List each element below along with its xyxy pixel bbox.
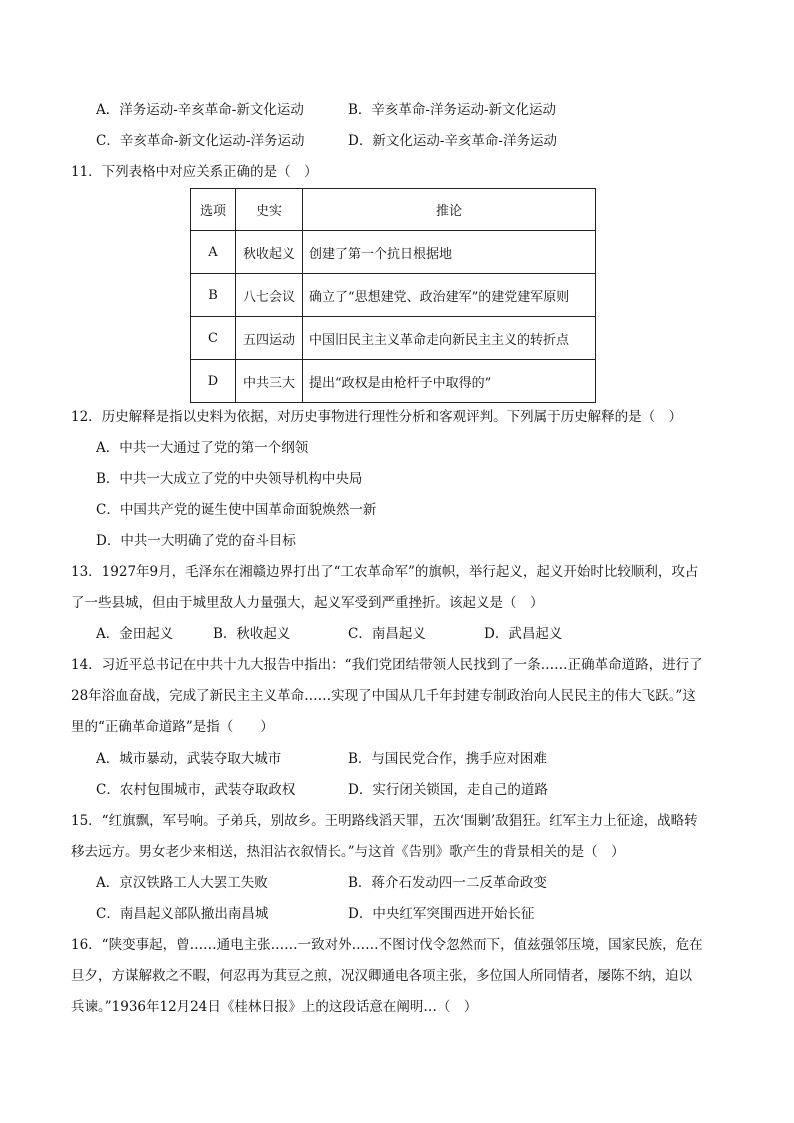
q15-option-d: D．中央红军突围西进开始长征 <box>348 906 535 922</box>
q14-stem-line-2: 28年浴血奋战，完成了新民主主义革命……实现了中国从几千年封建专制政治向人民民主的伟大飞跃。”这 <box>71 688 696 704</box>
q10-option-b: B．辛亥革命-洋务运动-新文化运动 <box>348 102 557 118</box>
q12-stem: 12．历史解释是指以史料为依据，对历史事物进行理性分析和客观评判。下列属于历史解释的是（ ） <box>71 409 683 425</box>
q16-stem-line-1: 16．“陕变事起，曾……通电主张……一致对外……不图讨伐令忽然而下，值兹强邻压境，国家民族，危在 <box>71 937 703 953</box>
table-row <box>191 360 596 403</box>
q11-table <box>190 188 596 403</box>
q13-option-a: A．金田起义 <box>96 626 174 642</box>
q16-stem-line-2: 旦夕，方谋解救之不暇，何忍再为萁豆之煎，况汉卿通电各项主张，多位国人所同情者，屡陈不纳，迫以 <box>71 968 692 984</box>
q14-option-c: C．农村包围城市，武装夺取政权 <box>96 782 296 798</box>
table-row <box>191 231 596 274</box>
table-cell: 中国旧民主主义革命走向新民主主义的转折点 <box>303 317 596 360</box>
table-cell: 五四运动 <box>236 317 303 360</box>
q13-stem-line-1: 13．1927年9月，毛泽东在湘赣边界打出了“工农革命军”的旗帜，举行起义，起义开始时比较顺利，攻占 <box>71 564 699 580</box>
q13-option-c: C．南昌起义 <box>348 626 426 642</box>
q10-option-c: C．辛亥革命-新文化运动-洋务运动 <box>96 133 305 149</box>
q15-option-c: C．南昌起义部队撤出南昌城 <box>96 906 269 922</box>
table-cell: 创建了第一个抗日根据地 <box>303 231 596 274</box>
table-row <box>191 274 596 317</box>
q15-option-b: B．蒋介石发动四一二反革命政变 <box>348 875 547 891</box>
q10-option-d: D．新文化运动-辛亥革命-洋务运动 <box>348 133 557 149</box>
q15-option-a: A．京汉铁路工人大罢工失败 <box>96 875 268 891</box>
q14-stem-line-1: 14．习近平总书记在中共十九大报告中指出：“我们党团结带领人民找到了一条……正确革命道路，进行了 <box>71 657 703 673</box>
table-cell: A <box>191 231 236 274</box>
q12-option-b: B．中共一大成立了党的中央领导机构中央局 <box>96 471 363 487</box>
q12-option-d: D．中共一大明确了党的奋斗目标 <box>96 533 296 549</box>
table-cell: 八七会议 <box>236 274 303 317</box>
table-header-row <box>191 189 596 231</box>
q14-stem-line-3: 里的“正确革命道路”是指（ ） <box>71 719 274 735</box>
q14-option-d: D．实行闭关锁国，走自己的道路 <box>348 782 548 798</box>
q14-option-a: A．城市暴动，武装夺取大城市 <box>96 751 282 767</box>
q12-option-a: A．中共一大通过了党的第一个纲领 <box>96 440 309 456</box>
q11-stem: 11．下列表格中对应关系正确的是（ ） <box>71 164 318 180</box>
table-cell: 秋收起义 <box>236 231 303 274</box>
q15-stem-line-1: 15．“红旗飘，军号响。子弟兵，别故乡。王明路线滔天罪，五次‘围剿’敌猖狂。红军主力上征途，战略转 <box>71 813 698 829</box>
q12-option-c: C．中国共产党的诞生使中国革命面貌焕然一新 <box>96 502 377 518</box>
q16-stem-line-3: 兵谏。”1936年12月24日《桂林日报》上的这段话意在阐明…（ ） <box>71 999 478 1015</box>
q13-stem-line-2: 了一些县城，但由于城里敌人力量强大，起义军受到严重挫折。该起义是（ ） <box>71 595 544 611</box>
q15-stem-line-2: 移去远方。男女老少来相送，热泪沾衣叙情长。”与这首《告别》歌产生的背景相关的是（ ） <box>71 844 625 860</box>
table-cell: D <box>191 360 236 403</box>
q13-option-b: B．秋收起义 <box>213 626 291 642</box>
table-cell: 中共三大 <box>236 360 303 403</box>
table-cell: C <box>191 317 236 360</box>
table-header: 选项 <box>191 189 236 231</box>
table-header: 推论 <box>303 189 596 231</box>
q10-option-a: A．洋务运动-辛亥革命-新文化运动 <box>96 102 304 118</box>
table-cell: 确立了“思想建党、政治建军”的建党建军原则 <box>303 274 596 317</box>
table-row <box>191 317 596 360</box>
q13-option-d: D．武昌起义 <box>484 626 563 642</box>
q14-option-b: B．与国民党合作，携手应对困难 <box>348 751 547 767</box>
table-cell: 提出“政权是由枪杆子中取得的” <box>303 360 596 403</box>
table-header: 史实 <box>236 189 303 231</box>
table-cell: B <box>191 274 236 317</box>
